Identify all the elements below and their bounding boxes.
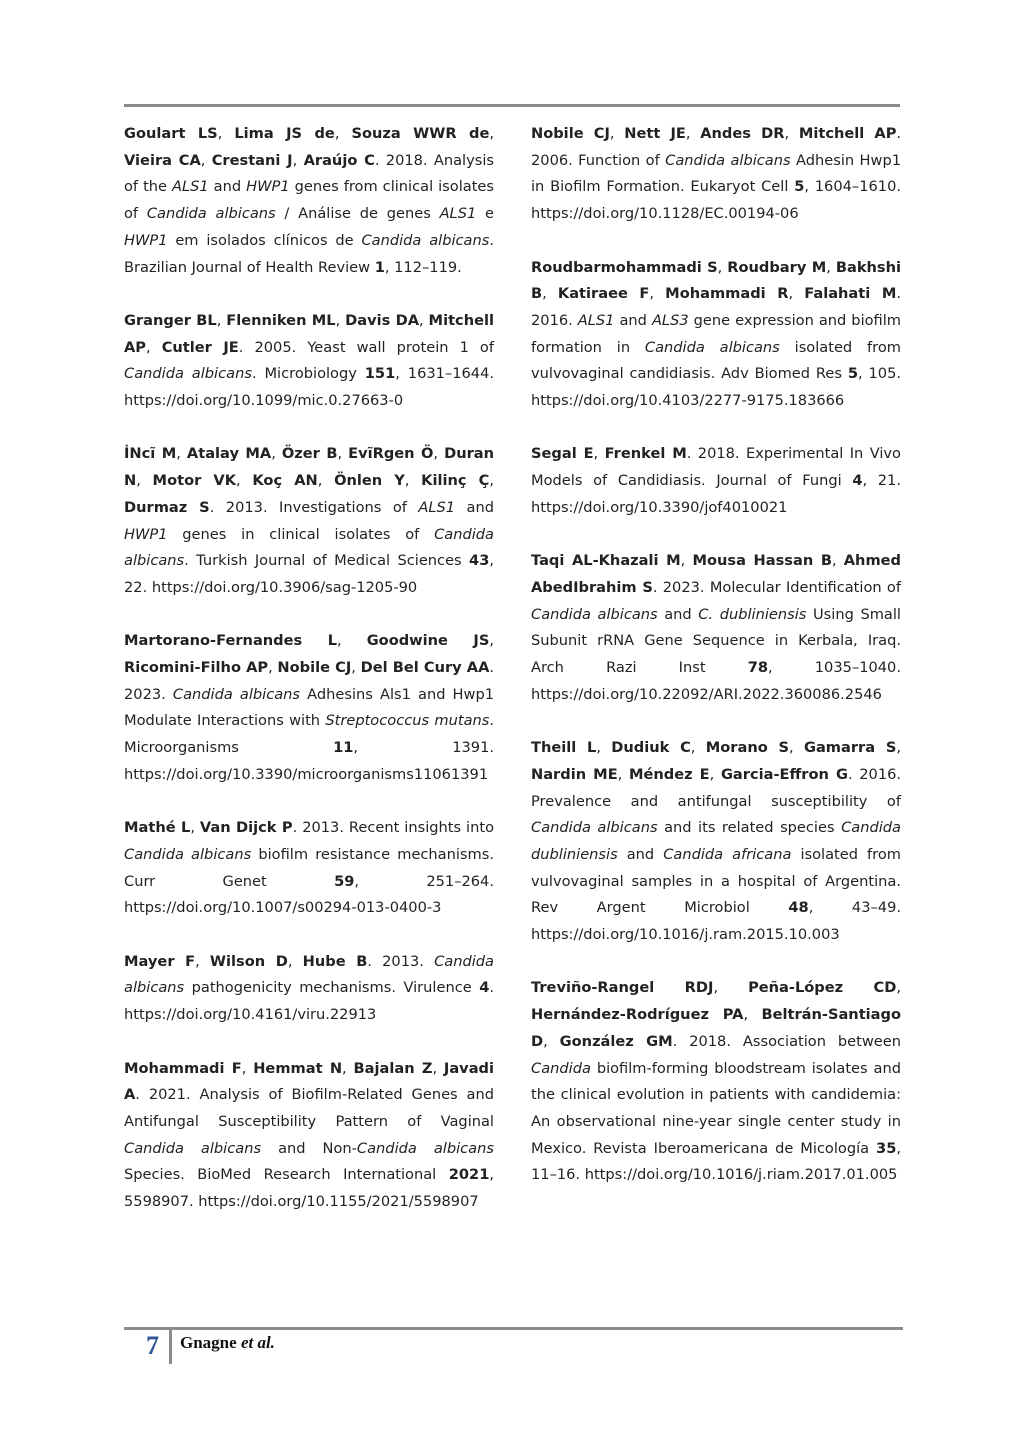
ref-text: ,: [593, 445, 605, 463]
ref-text: ,: [826, 258, 836, 276]
ref-text: em isolados clínicos de: [167, 231, 362, 249]
ref-italic-text: Candida africana: [663, 845, 792, 863]
ref-bold-text: Vieira CA: [124, 151, 201, 169]
ref-text: ,: [200, 151, 212, 169]
ref-bold-text: 5: [794, 178, 805, 196]
ref-text: ,: [896, 979, 901, 997]
ref-bold-text: 11: [333, 739, 354, 757]
ref-italic-text: ALS1: [418, 498, 456, 516]
ref-bold-text: Flenniken ML: [226, 311, 336, 329]
ref-bold-text: 78: [747, 659, 768, 677]
footer-etal: et al.: [240, 1333, 275, 1352]
ref-text: ,: [788, 285, 805, 303]
ref-text: ,: [609, 125, 625, 142]
ref-text: ,: [543, 1032, 560, 1050]
ref-text: ,: [542, 285, 558, 303]
ref-text: biofilm resistance mechanisms. Curr Genet: [124, 845, 494, 890]
ref-bold-text: Davis DA: [345, 311, 420, 329]
ref-bold-text: EvĩRgen Ö: [348, 445, 434, 463]
ref-bold-text: 5: [847, 365, 858, 383]
ref-text: and: [208, 178, 247, 196]
ref-italic-text: Candida albicans: [644, 338, 780, 356]
ref-text: , 112–119.: [384, 258, 462, 276]
ref-bold-text: 59: [334, 872, 355, 890]
reference-entry: [531, 441, 901, 521]
ref-text: ,: [317, 472, 335, 490]
ref-italic-text: Candida albicans: [531, 819, 658, 837]
ref-text: ,: [433, 445, 445, 463]
ref-text: , 251–264. https://doi.org/10.1007/s00294-013-0400-3: [124, 872, 494, 917]
ref-text: . Brazilian Journal of Health Review: [124, 231, 494, 276]
reference-entry: [531, 255, 901, 415]
ref-text: ,: [617, 765, 629, 783]
ref-text: ,: [489, 125, 495, 142]
ref-italic-text: Candida albicans: [531, 605, 658, 623]
ref-italic-text: Candida albicans: [146, 205, 276, 223]
ref-bold-text: Martorano-Fernandes L: [124, 632, 337, 650]
ref-bold-text: Falahati M: [804, 285, 897, 303]
ref-text: , 105. https://doi.org/10.4103/2277-9175.183666: [531, 365, 902, 410]
ref-text: ,: [784, 125, 799, 142]
ref-bold-text: Nett JE: [624, 125, 686, 142]
ref-bold-text: Bakhshi B: [531, 258, 901, 303]
ref-bold-text: Andes DR: [700, 125, 785, 142]
ref-text: . 2023.: [124, 659, 495, 703]
ref-text: , 5598907. https://doi.org/10.1155/2021/5598907: [124, 1166, 494, 1211]
ref-text: ,: [146, 338, 162, 356]
ref-bold-text: Peña-López CD: [748, 979, 897, 997]
ref-text: isolated from vulvovaginal samples in a hospital of Argentina. Rev Argent Microbiol: [531, 845, 902, 917]
ref-italic-text: Candida albicans: [124, 1139, 262, 1157]
ref-text: . 2013.: [367, 952, 435, 970]
ref-bold-text: Motor VK: [152, 472, 237, 490]
ref-bold-text: Mohammadi R: [665, 285, 789, 303]
ref-text: , 11–16. https://doi.org/10.1016/j.riam.2017.01.005: [531, 1139, 901, 1184]
ref-text: and Non-: [261, 1139, 357, 1157]
ref-text: , 1631–1644. https://doi.org/10.1099/mic.0.27663-0: [124, 365, 494, 410]
ref-bold-text: Mathé L: [124, 819, 191, 837]
ref-text: ,: [268, 659, 278, 677]
ref-italic-text: Candida albicans: [361, 231, 490, 249]
ref-text: gene expression and biofilm formation in: [531, 311, 902, 356]
ref-text: . 2023. Molecular Identification of: [652, 578, 901, 596]
ref-text: and: [657, 605, 699, 623]
ref-italic-text: Candida albicans: [356, 1139, 494, 1157]
ref-text: e: [476, 205, 494, 223]
ref-text: genes in clinical isolates of: [167, 525, 435, 543]
ref-text: . 2018. Experimental In Vivo Models of Candidiasis. Journal of Fungi: [531, 445, 901, 490]
ref-italic-text: Candida dubliniensis: [531, 819, 902, 863]
ref-text: ,: [216, 311, 227, 329]
ref-text: and: [614, 311, 652, 329]
reference-entry: [124, 949, 494, 1029]
ref-bold-text: Javadi A: [124, 1059, 494, 1104]
ref-bold-text: Nobile CJ: [277, 659, 352, 677]
ref-italic-text: C. dubliniensis: [698, 605, 807, 623]
ref-text: ,: [190, 819, 200, 837]
ref-bold-text: Bajalan Z: [353, 1059, 433, 1077]
ref-bold-text: 1: [374, 258, 385, 276]
reference-entry: [531, 975, 901, 1189]
ref-text: ,: [489, 472, 495, 490]
ref-text: , 1604–1610. https://doi.org/10.1128/EC.00194-06: [531, 178, 901, 223]
ref-italic-text: HWP1: [124, 231, 168, 249]
ref-text: . 2018. Association between: [672, 1032, 901, 1050]
reference-entry: [531, 548, 901, 708]
ref-bold-text: 4: [479, 979, 490, 997]
ref-italic-text: ALS1: [172, 178, 209, 196]
ref-bold-text: Ricomini-Filho AP: [124, 659, 269, 677]
reference-entry: [531, 735, 901, 949]
ref-bold-text: Hube B: [302, 952, 368, 970]
ref-text: ,: [241, 1059, 254, 1077]
ref-bold-text: Katiraee F: [557, 285, 650, 303]
ref-text: ,: [685, 125, 701, 142]
ref-text: ,: [649, 285, 666, 303]
ref-text: ,: [351, 659, 361, 677]
running-footer: [180, 1333, 275, 1353]
ref-text: ,: [337, 632, 367, 650]
ref-text: Adhesin Hwp1 in Biofilm Formation. Eukaryot Cell: [531, 151, 901, 196]
ref-italic-text: Candida albicans: [124, 365, 252, 383]
ref-text: and its related species: [657, 819, 842, 837]
ref-bold-text: İNcĩ M: [124, 445, 177, 463]
ref-text: ,: [236, 472, 253, 490]
ref-bold-text: González GM: [559, 1032, 673, 1050]
ref-text: ,: [419, 311, 429, 329]
ref-text: ,: [292, 151, 304, 169]
ref-bold-text: Beltrán-Santiago D: [531, 1006, 901, 1050]
ref-italic-text: HWP1: [124, 525, 168, 543]
ref-italic-text: ALS3: [651, 311, 689, 329]
ref-bold-text: Kilinç Ç: [421, 472, 490, 490]
ref-bold-text: Hernández-Rodríguez PA: [531, 1006, 744, 1024]
ref-italic-text: HWP1: [246, 178, 290, 196]
ref-text: ,: [596, 739, 612, 757]
ref-bold-text: Mayer F: [124, 952, 196, 970]
ref-italic-text: Candida albicans: [124, 525, 494, 570]
ref-bold-text: Mohammadi F: [124, 1059, 242, 1077]
ref-text: isolated from vulvovaginal candidiasis. Adv Biomed Res: [531, 338, 901, 383]
reference-entry: [124, 441, 494, 601]
ref-text: ,: [709, 765, 721, 783]
ref-text: ,: [287, 952, 303, 970]
ref-text: . 2005. Yeast wall protein 1 of: [238, 338, 494, 356]
ref-text: ,: [217, 125, 235, 142]
ref-bold-text: Del Bel Cury AA: [360, 659, 490, 677]
ref-bold-text: Önlen Y: [334, 472, 405, 490]
ref-bold-text: Van Dijck P: [199, 819, 293, 837]
ref-bold-text: Roudbarmohammadi S: [531, 258, 718, 276]
ref-bold-text: Theill L: [531, 739, 597, 757]
ref-text: . Microorganisms: [124, 712, 495, 757]
ref-text: Adhesins Als1 and Hwp1 Modulate Interactions with: [124, 685, 495, 730]
ref-text: ,: [789, 739, 804, 757]
reference-entry: [531, 121, 901, 228]
ref-bold-text: Mitchell AP: [798, 125, 897, 142]
ref-text: , 1391. https://doi.org/10.3390/microorganisms11061391: [124, 739, 494, 783]
ref-italic-text: Candida albicans: [124, 952, 495, 997]
ref-bold-text: Cutler JE: [161, 338, 239, 356]
ref-text: ,: [337, 445, 349, 463]
ref-text: and: [617, 845, 664, 863]
ref-text: . Turkish Journal of Medical Sciences: [184, 552, 470, 570]
ref-bold-text: Mousa Hassan B: [692, 552, 832, 570]
ref-text: / Análise de genes: [275, 205, 440, 223]
ref-bold-text: Goodwine JS: [366, 632, 490, 650]
ref-text: ,: [176, 445, 187, 463]
ref-bold-text: Lima JS de: [234, 125, 335, 142]
ref-italic-text: Candida albicans: [172, 685, 301, 703]
footer-author: Gnagne: [180, 1333, 241, 1352]
ref-bold-text: Gamarra S: [803, 739, 897, 757]
footer-rule: [124, 1327, 903, 1330]
ref-italic-text: ALS1: [577, 311, 615, 329]
ref-bold-text: Nardin ME: [531, 765, 618, 783]
ref-bold-text: Duran N: [124, 445, 495, 490]
ref-text: ,: [136, 472, 153, 490]
ref-bold-text: Dudiuk C: [611, 739, 691, 757]
footer-divider: [169, 1330, 172, 1364]
ref-text: , 43–49. https://doi.org/10.1016/j.ram.2015.10.003: [531, 899, 901, 944]
ref-bold-text: 2021: [448, 1166, 490, 1184]
ref-bold-text: Araújo C: [303, 151, 375, 169]
references-right-column: [531, 121, 901, 1216]
ref-bold-text: Frenkel M: [604, 445, 687, 463]
ref-text: ,: [404, 472, 422, 490]
ref-bold-text: Crestani J: [211, 151, 293, 169]
ref-bold-text: Granger BL: [124, 311, 217, 329]
ref-italic-text: Candida albicans: [665, 151, 791, 169]
ref-italic-text: Candida: [531, 1059, 591, 1077]
ref-bold-text: Roudbary M: [727, 258, 827, 276]
ref-text: . 2006. Function of: [531, 125, 902, 169]
ref-text: ,: [831, 552, 844, 570]
ref-text: , 22. https://doi.org/10.3906/sag-1205-90: [124, 552, 494, 596]
ref-bold-text: 43: [469, 552, 490, 570]
ref-text: ,: [489, 632, 494, 650]
references-left-column: [124, 121, 494, 1242]
ref-text: genes from clinical isolates of: [124, 178, 495, 223]
ref-text: . 2018. Analysis of the: [124, 151, 495, 196]
ref-text: , 21. https://doi.org/10.3390/jof4010021: [531, 472, 901, 516]
ref-text: ,: [195, 952, 210, 970]
ref-bold-text: Mitchell AP: [124, 311, 494, 356]
ref-bold-text: Garcia-Effron G: [720, 765, 848, 783]
ref-bold-text: 48: [788, 899, 809, 917]
ref-text: , 1035–1040. https://doi.org/10.22092/ARI.2022.360086.2546: [531, 659, 901, 703]
ref-text: . 2013. Investigations of: [209, 498, 419, 516]
reference-entry: [124, 1056, 494, 1216]
ref-text: . 2013. Recent insights into: [292, 819, 495, 837]
ref-italic-text: ALS1: [439, 205, 477, 223]
ref-text: and: [455, 498, 494, 516]
ref-bold-text: Ahmed AbedIbrahim S: [531, 552, 902, 596]
ref-bold-text: Méndez E: [628, 765, 710, 783]
ref-text: . 2016. Prevalence and antifungal susceptibility of: [531, 765, 902, 810]
ref-text: ,: [717, 258, 728, 276]
ref-bold-text: Goulart LS: [124, 125, 218, 142]
ref-text: . Microbiology: [251, 365, 365, 383]
ref-text: ,: [743, 1006, 762, 1024]
ref-bold-text: 151: [364, 365, 396, 383]
ref-bold-text: Özer B: [281, 445, 338, 463]
ref-bold-text: Segal E: [531, 445, 594, 463]
page-number: 7: [146, 1331, 159, 1360]
ref-text: . https://doi.org/10.4161/viru.22913: [124, 979, 494, 1024]
ref-text: biofilm-forming bloodstream isolates and the clinical evolution in patients with candidemia: An observational nine-year single center study in Mexico. Revista Iberoamericana de Micología: [531, 1059, 901, 1157]
ref-text: . 2021. Analysis of Biofilm-Related Genes and Antifungal Susceptibility Pattern of Vaginal: [124, 1086, 494, 1130]
ref-bold-text: Nobile CJ: [531, 125, 610, 142]
reference-entry: [124, 815, 494, 922]
reference-entry: [124, 121, 494, 281]
ref-text: . 2016.: [531, 285, 901, 329]
ref-bold-text: Wilson D: [209, 952, 288, 970]
ref-text: ,: [271, 445, 282, 463]
ref-bold-text: 4: [852, 472, 863, 490]
ref-bold-text: Hemmat N: [253, 1059, 343, 1077]
ref-text: ,: [713, 979, 749, 997]
ref-italic-text: Candida albicans: [124, 845, 252, 863]
ref-bold-text: Taqi AL-Khazali M: [531, 552, 681, 570]
ref-bold-text: Durmaz S: [124, 498, 210, 516]
ref-text: ,: [342, 1059, 354, 1077]
ref-bold-text: Atalay MA: [186, 445, 272, 463]
ref-text: ,: [334, 125, 352, 142]
ref-text: ,: [432, 1059, 444, 1077]
ref-text: ,: [896, 739, 901, 757]
ref-bold-text: 35: [876, 1139, 897, 1157]
ref-bold-text: Souza WWR de: [351, 125, 490, 142]
ref-italic-text: Streptococcus mutans: [325, 712, 490, 730]
ref-text: ,: [680, 552, 693, 570]
ref-text: Using Small Subunit rRNA Gene Sequence in Kerbala, Iraq. Arch Razi Inst: [531, 605, 901, 677]
ref-text: ,: [335, 311, 346, 329]
reference-entry: [124, 628, 494, 788]
ref-bold-text: Koç AN: [252, 472, 318, 490]
ref-text: ,: [690, 739, 706, 757]
ref-bold-text: Morano S: [705, 739, 790, 757]
header-rule: [124, 104, 900, 107]
ref-text: Species. BioMed Research International: [124, 1166, 449, 1184]
reference-entry: [124, 308, 494, 415]
ref-text: pathogenicity mechanisms. Virulence: [184, 979, 480, 997]
ref-bold-text: Treviño-Rangel RDJ: [531, 979, 714, 997]
